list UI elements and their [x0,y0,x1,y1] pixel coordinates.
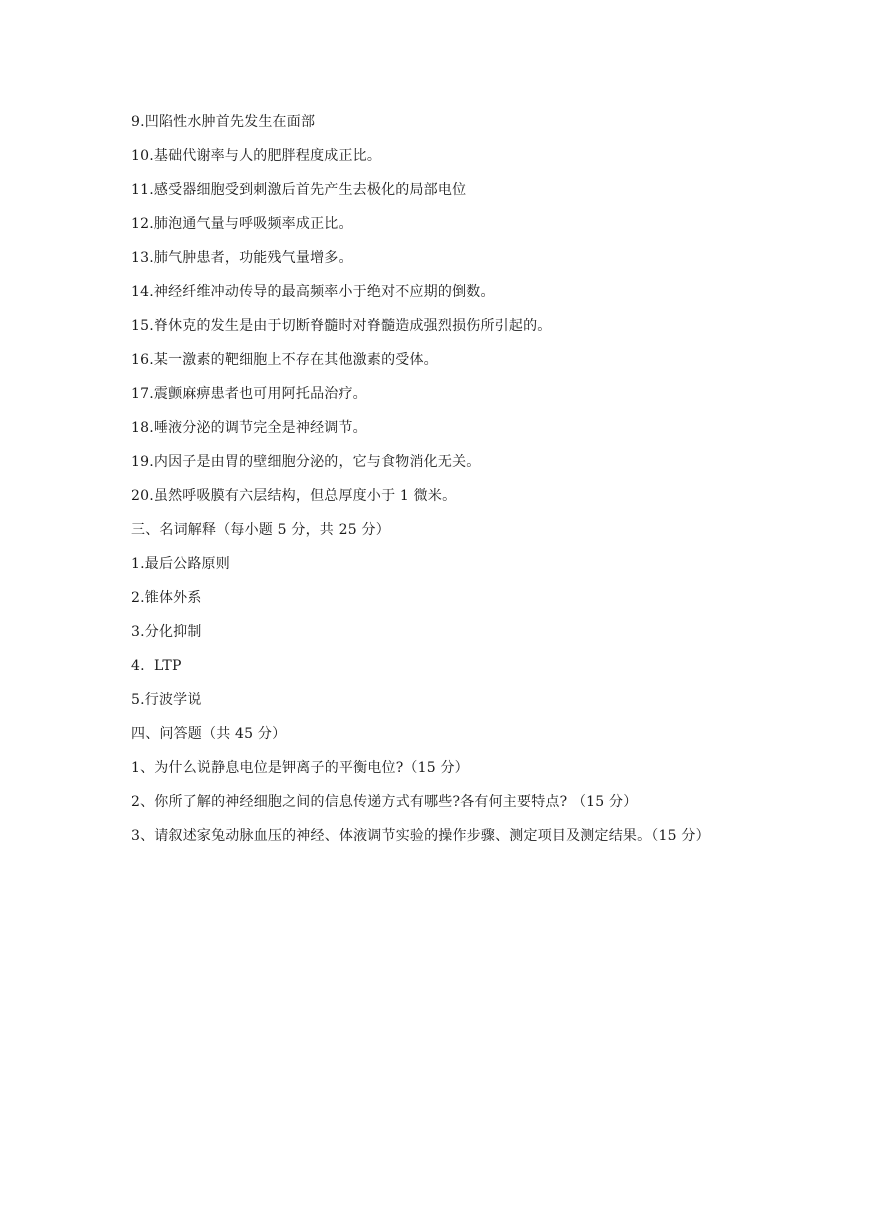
question-14: 14.神经纤维冲动传导的最高频率小于绝对不应期的倒数。 [131,284,495,300]
question-12: 12.肺泡通气量与呼吸频率成正比。 [131,216,353,232]
question-20: 20.虽然呼吸膜有六层结构，但总厚度小于 1 微米。 [131,488,457,504]
section-4-heading: 四、问答题（共 45 分） [131,726,287,742]
term-item-2: 2.锥体外系 [131,590,202,606]
question-15: 15.脊休克的发生是由于切断脊髓时对脊髓造成强烈损伤所引起的。 [131,318,552,334]
question-17: 17.震颤麻痹患者也可用阿托品治疗。 [131,386,367,402]
question-11: 11.感受器细胞受到刺激后首先产生去极化的局部电位 [131,182,467,198]
essay-question-1: 1、为什么说静息电位是钾离子的平衡电位?（15 分） [131,760,469,776]
question-16: 16.某一激素的靶细胞上不存在其他激素的受体。 [131,352,438,368]
term-item-4: 4. LTP [131,658,182,674]
essay-question-2: 2、你所了解的神经细胞之间的信息传递方式有哪些?各有何主要特点? （15 分） [131,794,638,810]
term-item-3: 3.分化抑制 [131,624,202,640]
question-13: 13.肺气肿患者，功能残气量增多。 [131,250,353,266]
question-19: 19.内因子是由胃的壁细胞分泌的，它与食物消化无关。 [131,454,481,470]
question-9: 9.凹陷性水肿首先发生在面部 [131,114,316,130]
document-content [131,110,831,858]
question-10: 10.基础代谢率与人的肥胖程度成正比。 [131,148,382,164]
section-3-heading: 三、名词解释（每小题 5 分，共 25 分） [131,522,390,538]
essay-question-3: 3、请叙述家兔动脉血压的神经、体液调节实验的操作步骤、测定项目及测定结果。（15 分） [131,828,710,844]
question-18: 18.唾液分泌的调节完全是神经调节。 [131,420,367,436]
term-item-1: 1.最后公路原则 [131,556,230,572]
term-item-5: 5.行波学说 [131,692,202,708]
